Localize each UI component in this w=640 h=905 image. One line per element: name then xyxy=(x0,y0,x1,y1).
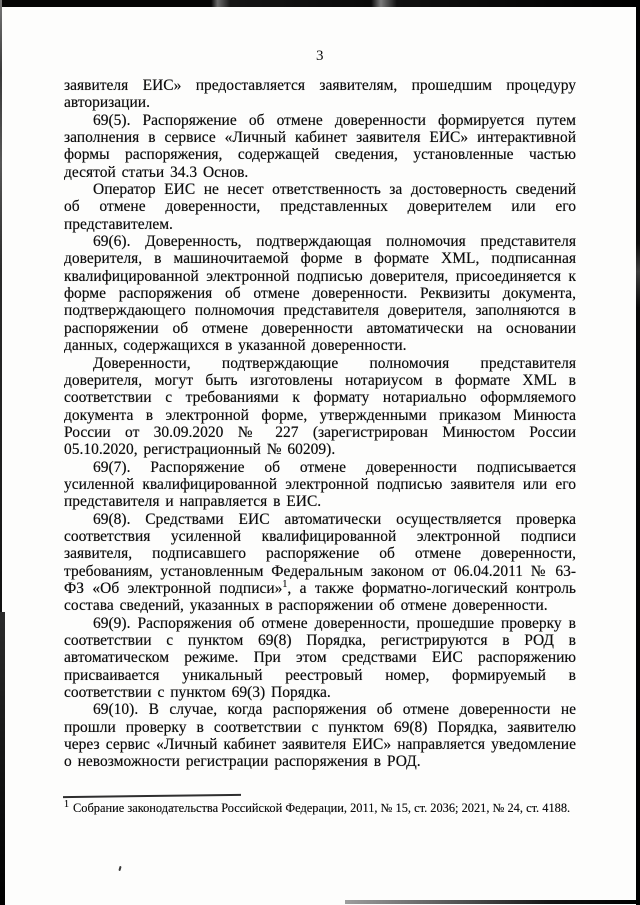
paragraph-69-9: 69(9). Распоряжения об отмене доверенности, прошедшие проверку в соответствии с пунктом 69(8) Порядка, регистрируются в РОД в автоматическом режиме. При этом средствами ЕИС распоряжению присваивается уникальный реестровый номер, формируемый в соответствии с пунктом 69(3) Порядка. xyxy=(64,614,576,702)
paragraph-69-5: 69(5). Распоряжение об отмене доверенности формируется путем заполнения в сервисе «Личный кабинет заявителя ЕИС» интерактивной формы распоряжения, содержащей сведения, установленные частью десятой статьи 34.3 Основ. xyxy=(64,111,576,181)
paragraph-69-8-text-cont: , а также форматно-логический контроль состава сведений, указанных в распоряжении об отмене доверенности. xyxy=(64,579,576,615)
scan-top-border xyxy=(0,0,640,7)
paragraph-69-6: 69(6). Доверенность, подтверждающая полномочия представителя доверителя, в машиночитаемой форме в формате XML, подписанная квалифицированной электронной подписью доверителя, присоединяется к форме распоряжения об отмене доверенности. Реквизиты документа, подтверждающего полномочия представителя доверителя, заполняются в распоряжении об отмене доверенности автоматически на основании данных, содержащихся в указанной доверенности. xyxy=(64,233,576,355)
footnote-text: Собрание законодательства Российской Федерации, 2011, № 15, ст. 2036; 2021, № 24, ст. 4188. xyxy=(73,801,571,815)
page-number: 3 xyxy=(316,48,324,64)
footnote xyxy=(64,798,604,816)
scan-artifact-mark xyxy=(118,866,121,871)
paragraph-69-8 xyxy=(64,511,576,615)
footnote-marker: 1 xyxy=(64,798,69,810)
paragraph-operator-eis: Оператор ЕИС не несет ответственность за достоверность сведений об отмене доверенности, представленных доверителем или его представителем. xyxy=(64,181,576,233)
scan-bottom-border xyxy=(345,900,640,904)
paragraph-69-7: 69(7). Распоряжение об отмене доверенности подписывается усиленной квалифицированной электронной подписью заявителя или его представителя и направляется в ЕИС. xyxy=(64,458,576,511)
paragraph-continuation: заявителя ЕИС» предоставляется заявителям, прошедшим процедуру авторизации. xyxy=(64,77,576,112)
footnote-separator xyxy=(63,794,241,798)
paragraph-69-10: 69(10). В случае, когда распоряжения об отмене доверенности не прошли проверку в соответствии с пунктом 69(8) Порядка, заявителю через сервис «Личный кабинет заявителя ЕИС» направляется уведомление о невозможности регистрации распоряжения в РОД. xyxy=(64,701,576,771)
scan-right-border xyxy=(636,0,640,905)
document-body xyxy=(64,77,576,793)
paragraph-doverennosti: Доверенности, подтверждающие полномочия представителя доверителя, могут быть изготовлены нотариусом в формате XML в соответствии с требованиями к формату нотариально оформляемого документа в электронной форме, утвержденными приказом Минюста России от 30.09.2020 № 227 (зарегистрирован Минюстом России 05.10.2020, регистрационный № 60209). xyxy=(64,354,576,459)
scan-left-border-thick xyxy=(0,612,5,905)
paragraph-69-8-text: 69(8). Средствами ЕИС автоматически осуществляется проверка соответствия усиленной квалифицированной электронной подписи заявителя, подписавшего распоряжение об отмене доверенности, требованиям, установленным Федеральным законом от 06.04.2011 № 63-ФЗ «Об электронной подписи» xyxy=(64,510,576,597)
footnote-reference: 1 xyxy=(282,578,288,590)
